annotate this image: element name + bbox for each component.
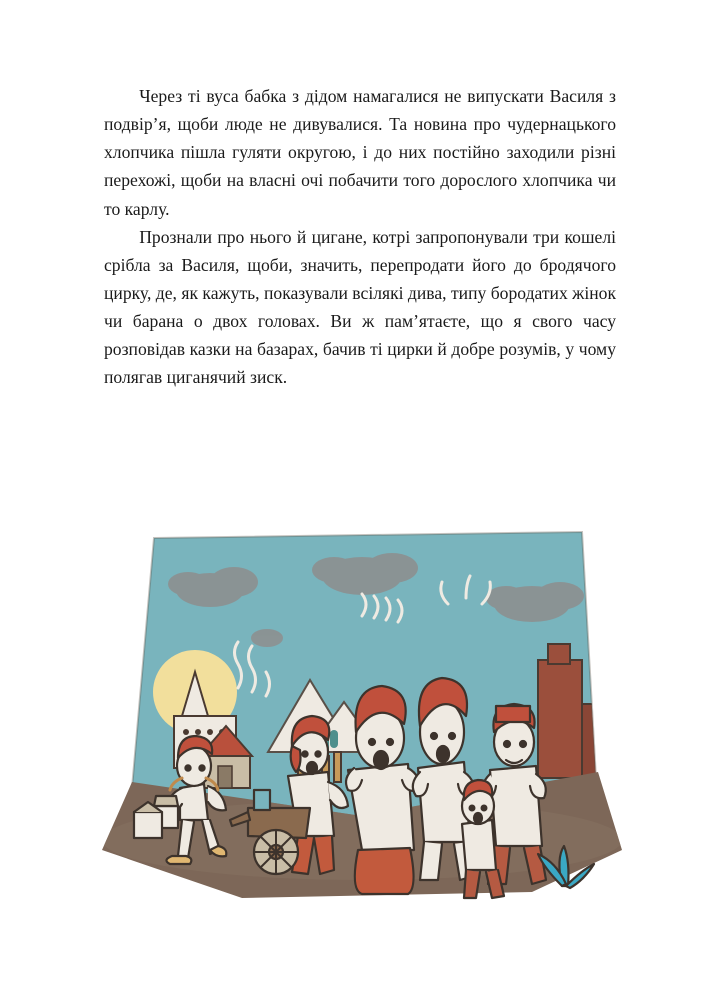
chapter-illustration bbox=[62, 520, 662, 940]
paragraph-2: Прознали про нього й цигане, котрі запропонували три кошелі срібла за Василя, щоби, значить, перепродати його до бродячого цирку, де, як кажуть, показували всілякі дива, типу бородатих жінок чи барана о двох головах. Ви ж пам’ятаєте, що я свого часу розповідав казки на базарах, бачив ті цирки й добре розумів, у чому полягав циганячий зиск. bbox=[104, 226, 616, 388]
paragraph-1: Через ті вуса бабка з дідом намагалися не випускати Василя з подвір’я, щоби люде не дивувалися. Та новина про чудернацького хлопчика пішла гуляти округою, і до них постійно заходили різні перехожі, щоби на власні очі побачити того дорослого хлопчика чи то карлу. bbox=[104, 86, 616, 219]
illustration-svg bbox=[62, 520, 662, 940]
page-text-block bbox=[104, 82, 616, 392]
